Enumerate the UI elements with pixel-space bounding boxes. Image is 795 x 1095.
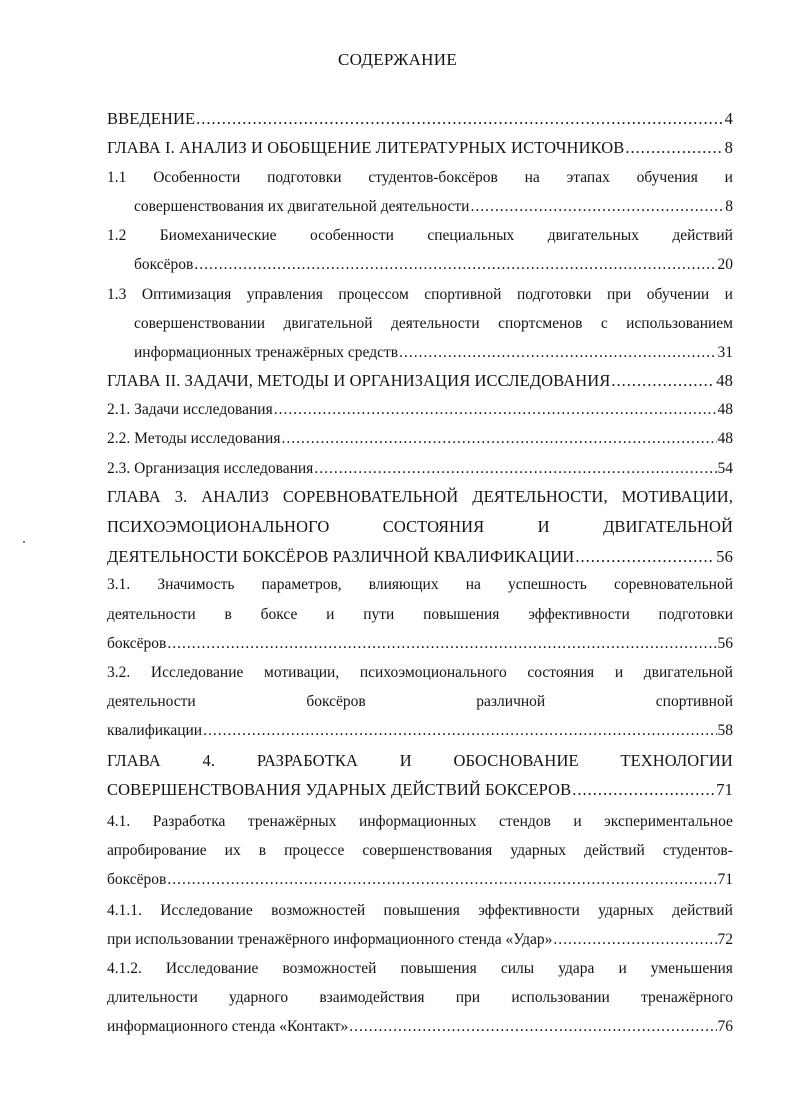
word: на: [465, 576, 481, 593]
word: действий: [584, 842, 645, 859]
toc-entry-title: ГЛАВА II. ЗАДАЧИ, МЕТОДЫ И ОРГАНИЗАЦИЯ ИССЛЕДОВАНИЯ: [107, 371, 611, 390]
toc-text-line: [107, 958, 733, 980]
toc-entry: [107, 137, 733, 159]
word: повышения: [423, 606, 500, 623]
toc-text-line: [134, 313, 733, 335]
word: Значимость: [157, 576, 235, 593]
word: обучении: [646, 286, 710, 303]
word: действий: [672, 902, 733, 919]
word: успешность: [507, 576, 587, 593]
word: АНАЛИЗ: [201, 487, 269, 506]
word: влияющих: [368, 576, 439, 593]
toc-page-number: 72: [717, 931, 733, 948]
word: боксёров: [306, 693, 366, 710]
toc-text-line: [107, 662, 733, 684]
toc-entry: [107, 546, 733, 568]
word: тренажёрных: [247, 813, 337, 830]
word: при: [455, 989, 481, 1006]
toc-entry-title: 2.2. Методы исследования: [107, 430, 281, 447]
word: состояния: [527, 664, 595, 681]
word: И: [399, 751, 412, 770]
word: двигательной: [283, 315, 373, 332]
word: и: [724, 286, 733, 303]
word: Оптимизация: [141, 286, 232, 303]
word: подготовки: [516, 286, 592, 303]
toc-page-number: 71: [716, 780, 733, 799]
word: студентов-: [662, 842, 733, 859]
toc-page-number: 56: [716, 547, 733, 566]
word: повышения: [383, 902, 460, 919]
word: ПСИХОЭМОЦИОНАЛЬНОГО: [107, 517, 330, 536]
toc-page-number: 48: [716, 371, 733, 390]
word: психоэмоционального: [359, 664, 507, 681]
word: РАЗРАБОТКА: [256, 751, 358, 770]
word: мотивации,: [264, 664, 340, 681]
dot-leader: [611, 370, 715, 392]
dot-leader: [281, 428, 716, 450]
toc-text-line: [107, 604, 733, 626]
word: совершенствовании: [134, 315, 266, 332]
word: в: [224, 606, 232, 623]
word: ДВИГАТЕЛЬНОЙ: [603, 517, 733, 536]
toc-entry-title: боксёров: [107, 635, 167, 652]
word: действий: [672, 227, 733, 244]
toc-text-line: [107, 225, 733, 247]
word: двигательной: [643, 664, 733, 681]
word: параметров,: [261, 576, 342, 593]
word: ДЕЯТЕЛЬНОСТИ,: [472, 487, 608, 506]
word: 4.1.: [107, 813, 131, 830]
dot-leader: [196, 108, 724, 130]
word: процессом: [338, 286, 409, 303]
dot-leader: [167, 633, 716, 655]
dot-leader: [572, 779, 715, 801]
word: управления: [246, 286, 323, 303]
toc-entry: [107, 633, 733, 655]
word: и: [614, 664, 624, 681]
toc-entry: [107, 428, 733, 450]
toc-entry: [107, 869, 733, 891]
toc-text-line: [107, 486, 733, 508]
word: СОСТОЯНИЯ: [382, 517, 485, 536]
word: повышения: [400, 960, 477, 977]
word: тренажёрного: [641, 989, 733, 1006]
word: различной: [476, 693, 546, 710]
dot-leader: [194, 254, 716, 276]
word: взаимодействия: [319, 989, 425, 1006]
toc-text-line: [107, 750, 733, 772]
word: ГЛАВА: [107, 487, 161, 506]
toc-page-number: 48: [717, 401, 733, 418]
toc-entry-title: СОВЕРШЕНСТВОВАНИЯ УДАРНЫХ ДЕЙСТВИЙ БОКСЕРОВ: [107, 780, 572, 799]
scan-speck: [23, 541, 25, 543]
word: Особенности: [153, 169, 241, 186]
toc-page-number: 76: [717, 1018, 733, 1035]
word: возможностей: [282, 960, 377, 977]
toc-page-number: 8: [725, 198, 733, 215]
word: 4.1.1.: [107, 902, 142, 919]
word: 3.1.: [107, 576, 131, 593]
toc-entry-title: ВВЕДЕНИЕ: [107, 109, 196, 128]
word: на: [524, 169, 540, 186]
word: Разработка: [152, 813, 226, 830]
word: боксе: [260, 606, 298, 623]
word: деятельности: [390, 315, 480, 332]
toc-page-number: 48: [717, 430, 733, 447]
word: деятельности: [107, 606, 196, 623]
word: 3.: [174, 487, 188, 506]
toc-entry-title: боксёров: [107, 871, 167, 888]
toc-page-number: 58: [717, 722, 733, 739]
toc-page-number: 56: [717, 635, 733, 652]
toc-page-number: 71: [717, 871, 733, 888]
word: уменьшения: [650, 960, 733, 977]
word: и: [724, 169, 733, 186]
dot-leader: [167, 869, 716, 891]
toc-entry-title: ГЛАВА I. АНАЛИЗ И ОБОБЩЕНИЕ ЛИТЕРАТУРНЫХ ИСТОЧНИКОВ: [107, 138, 625, 157]
toc-text-line: [107, 284, 733, 306]
toc-entry-title: информационных тренажёрных средств: [134, 344, 399, 361]
word: ударных: [510, 842, 567, 859]
word: и: [618, 960, 627, 977]
toc-entry: [107, 1016, 733, 1038]
toc-page-number: 4: [724, 109, 733, 128]
word: специальных: [427, 227, 515, 244]
dot-leader: [314, 458, 716, 480]
word: подготовки: [267, 169, 342, 186]
toc-entry-title: совершенствования их двигательной деятельности: [134, 198, 470, 215]
word: при: [606, 286, 632, 303]
word: МОТИВАЦИИ,: [621, 487, 733, 506]
dot-leader: [274, 399, 717, 421]
word: и: [326, 606, 335, 623]
word: И: [537, 517, 550, 536]
word: особенности: [309, 227, 394, 244]
word: СОРЕВНОВАТЕЛЬНОЙ: [282, 487, 459, 506]
toc-entry-title: информационного стенда «Контакт»: [107, 1018, 349, 1035]
word: Биомеханические: [159, 227, 277, 244]
word: их: [224, 842, 241, 859]
word: подготовки: [658, 606, 733, 623]
word: ударных: [598, 902, 654, 919]
word: 3.2.: [107, 664, 131, 681]
dot-leader: [203, 720, 716, 742]
toc-entry-title: боксёров: [134, 256, 194, 273]
toc-entry-title: квалификации: [107, 722, 203, 739]
word: с: [600, 315, 608, 332]
toc-entry: [107, 399, 733, 421]
word: использованием: [626, 315, 733, 332]
word: стендов: [499, 813, 551, 830]
word: спортивной: [424, 286, 502, 303]
word: обучения: [636, 169, 698, 186]
word: Исследование: [150, 664, 244, 681]
toc-entry: [107, 929, 733, 951]
toc-text-line: [107, 516, 733, 538]
word: апробирование: [107, 842, 207, 859]
dot-leader: [470, 196, 724, 218]
word: использовании: [511, 989, 610, 1006]
word: Исследование: [165, 960, 259, 977]
toc-entry: [134, 254, 733, 276]
toc-entry-title: при использовании тренажёрного информационного стенда «Удар»: [107, 931, 553, 948]
word: 4.1.2.: [107, 960, 142, 977]
toc-entry-title: 2.1. Задачи исследования: [107, 401, 273, 418]
toc-entry: [107, 370, 733, 392]
word: силы: [500, 960, 535, 977]
word: пути: [363, 606, 395, 623]
toc-entry: [134, 196, 733, 218]
word: соревновательной: [613, 576, 733, 593]
word: эффективности: [528, 606, 630, 623]
word: студентов-боксёров: [368, 169, 498, 186]
word: экспериментальное: [604, 813, 733, 830]
word: эффективности: [478, 902, 580, 919]
toc-page-number: 8: [724, 138, 733, 157]
toc-text-line: [107, 167, 733, 189]
word: ОБОСНОВАНИЕ: [453, 751, 579, 770]
dot-leader: [553, 929, 716, 951]
toc-entry-title: 2.3. Организация исследования: [107, 460, 314, 477]
word: 4.: [202, 751, 216, 770]
toc-page-number: 54: [717, 460, 733, 477]
word: процессе: [284, 842, 345, 859]
word: информационных: [358, 813, 477, 830]
word: совершенствования: [362, 842, 493, 859]
word: Исследование: [160, 902, 253, 919]
toc-text-line: [107, 574, 733, 596]
word: 1.3: [107, 286, 127, 303]
dot-leader: [349, 1016, 716, 1038]
toc-entry: [107, 779, 733, 801]
toc-entry: [107, 458, 733, 480]
word: ГЛАВА: [107, 751, 161, 770]
word: ударного: [229, 989, 289, 1006]
word: этапах: [566, 169, 610, 186]
word: в: [258, 842, 267, 859]
word: 1.2: [107, 227, 127, 244]
dot-leader: [399, 342, 716, 364]
toc-text-line: [107, 840, 733, 862]
toc-entry-title: ДЕЯТЕЛЬНОСТИ БОКСЁРОВ РАЗЛИЧНОЙ КВАЛИФИКАЦИИ: [107, 547, 575, 566]
page-title: СОДЕРЖАНИЕ: [337, 50, 458, 69]
toc-page-number: 20: [717, 256, 733, 273]
toc-text-line: [107, 811, 733, 833]
word: ТЕХНОЛОГИИ: [620, 751, 733, 770]
word: спортивной: [655, 693, 733, 710]
toc-entry: [107, 720, 733, 742]
dot-leader: [575, 546, 715, 568]
toc-text-line: [107, 691, 733, 713]
word: удара: [558, 960, 595, 977]
toc-page-number: 31: [717, 344, 733, 361]
toc-entry: [134, 342, 733, 364]
toc-text-line: [107, 987, 733, 1009]
word: спортсменов: [498, 315, 583, 332]
word: и: [573, 813, 582, 830]
word: возможностей: [271, 902, 366, 919]
toc-entry: [107, 108, 733, 130]
word: длительности: [107, 989, 198, 1006]
word: двигательных: [547, 227, 639, 244]
dot-leader: [625, 137, 723, 159]
toc-text-line: [107, 900, 733, 922]
word: 1.1: [107, 169, 127, 186]
word: деятельности: [107, 693, 196, 710]
